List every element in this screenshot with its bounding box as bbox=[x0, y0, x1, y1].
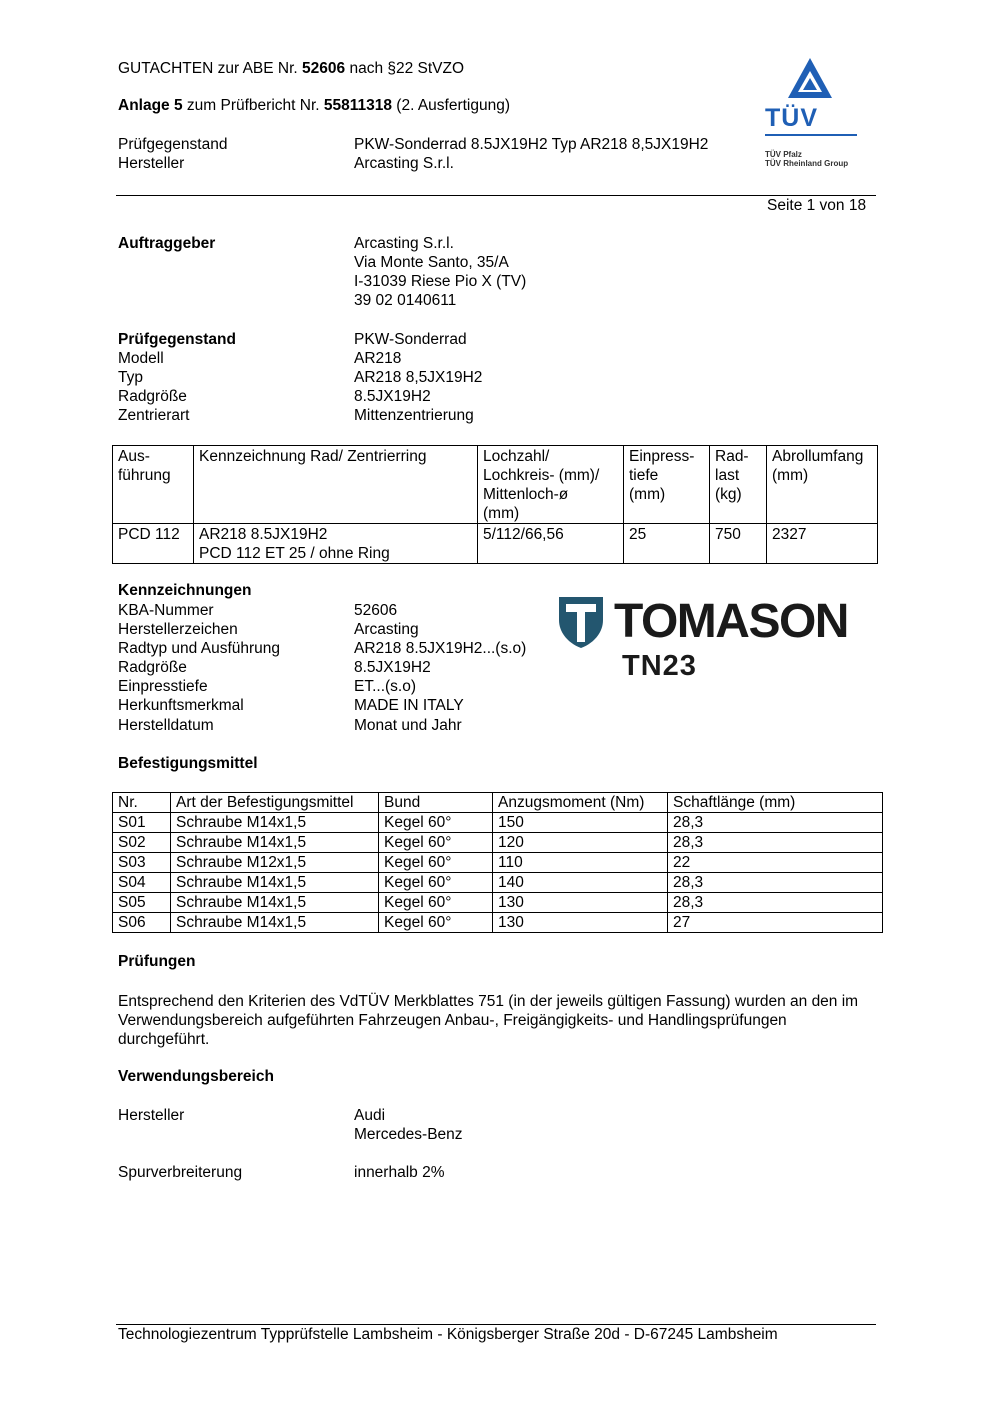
kenn-value: ET...(s.o) bbox=[354, 678, 417, 695]
report-title: GUTACHTEN zur ABE Nr. 52606 nach §22 StVZO bbox=[118, 60, 465, 77]
pruef-value: PKW-Sonderrad bbox=[354, 331, 467, 348]
kennzeichnungen-title: Kennzeichnungen bbox=[118, 582, 252, 599]
report-subtitle: Anlage 5 zum Prüfbericht Nr. 55811318 (2. Ausfertigung) bbox=[118, 97, 511, 114]
pruef-label: Radgröße bbox=[118, 388, 187, 405]
auftraggeber-line: 39 02 0140611 bbox=[354, 292, 457, 309]
table-cell: PCD 112 bbox=[113, 524, 194, 564]
kenn-label: Herkunftsmerkmal bbox=[118, 697, 244, 714]
table-cell: Schraube M14x1,5 bbox=[171, 873, 379, 893]
table-row bbox=[113, 853, 883, 873]
kenn-value: MADE IN ITALY bbox=[354, 697, 464, 714]
tuv-wordmark: TÜV bbox=[765, 104, 818, 132]
table-cell: Kegel 60° bbox=[379, 893, 493, 913]
kenn-value: Arcasting bbox=[354, 621, 419, 638]
table-header-cell: Aus- führung bbox=[113, 446, 194, 524]
pruef-value: 8.5JX19H2 bbox=[354, 388, 431, 405]
tomason-shield-icon bbox=[556, 594, 606, 650]
pruef-label: Zentrierart bbox=[118, 407, 190, 424]
verwendung-hersteller-value: Audi bbox=[354, 1107, 386, 1124]
befestigung-title: Befestigungsmittel bbox=[118, 755, 258, 772]
table-cell: 28,3 bbox=[668, 833, 883, 853]
table-cell: Schraube M14x1,5 bbox=[171, 833, 379, 853]
table-cell: Kegel 60° bbox=[379, 813, 493, 833]
kenn-label: Herstelldatum bbox=[118, 717, 214, 734]
table-row bbox=[113, 913, 883, 933]
table-header-cell: Bund bbox=[379, 793, 493, 813]
verwendung-title: Verwendungsbereich bbox=[118, 1068, 274, 1085]
table-header-cell: Art der Befestigungsmittel bbox=[171, 793, 379, 813]
table-header-cell: Rad- last (kg) bbox=[710, 446, 767, 524]
table-cell: 750 bbox=[710, 524, 767, 564]
page-number: Seite 1 von 18 bbox=[767, 197, 867, 214]
kenn-value: 52606 bbox=[354, 602, 398, 619]
footer-divider bbox=[116, 1324, 876, 1325]
table-cell: 150 bbox=[493, 813, 668, 833]
spurverbreiterung-label: Spurverbreiterung bbox=[118, 1164, 243, 1181]
table-cell: S01 bbox=[113, 813, 171, 833]
table-header-cell: Nr. bbox=[113, 793, 171, 813]
table-cell: 28,3 bbox=[668, 873, 883, 893]
pruefungen-text: Entsprechend den Kriterien des VdTÜV Merkblattes 751 (in der jeweils gültigen Fassung) wurden an den im Verwendungsbereich aufgeführten Fahrzeugen Anbau-, Freigängigkeits- und Handlingsprüfungen durchgeführt. bbox=[118, 993, 859, 1048]
auftraggeber-line: I-31039 Riese Pio X (TV) bbox=[354, 273, 527, 290]
table-cell: 130 bbox=[493, 893, 668, 913]
pruef-value: Mittenzentrierung bbox=[354, 407, 474, 424]
table-cell: S05 bbox=[113, 893, 171, 913]
table-cell: Schraube M14x1,5 bbox=[171, 913, 379, 933]
pruef-value: AR218 bbox=[354, 350, 402, 367]
auftraggeber-line: Via Monte Santo, 35/A bbox=[354, 254, 509, 271]
kenn-value: AR218 8.5JX19H2...(s.o) bbox=[354, 640, 527, 657]
footer-text: Technologiezentrum Typprüfstelle Lambsheim - Königsberger Straße 20d - D-67245 Lambsheim bbox=[118, 1326, 778, 1343]
table-header-cell: Lochzahl/ Lochkreis- (mm)/ Mittenloch-ø (mm) bbox=[478, 446, 624, 524]
header-pruefgegenstand-label: Prüfgegenstand bbox=[118, 136, 228, 153]
table-row bbox=[113, 813, 883, 833]
table-cell: 28,3 bbox=[668, 893, 883, 913]
table-cell: 110 bbox=[493, 853, 668, 873]
table-cell: 25 bbox=[624, 524, 710, 564]
table-cell: 28,3 bbox=[668, 813, 883, 833]
pruef-label: Modell bbox=[118, 350, 164, 367]
auftraggeber-label: Auftraggeber bbox=[118, 235, 216, 252]
fastener-table bbox=[112, 792, 883, 933]
table-cell: Schraube M14x1,5 bbox=[171, 893, 379, 913]
table-row bbox=[113, 833, 883, 853]
table-header-row bbox=[113, 446, 878, 524]
table-cell: Kegel 60° bbox=[379, 833, 493, 853]
table-cell: S06 bbox=[113, 913, 171, 933]
table-cell: 130 bbox=[493, 913, 668, 933]
table-header-cell: Kennzeichnung Rad/ Zentrierring bbox=[194, 446, 478, 524]
table-cell: 120 bbox=[493, 833, 668, 853]
tuv-line1: TÜV Pfalz bbox=[765, 150, 802, 159]
kenn-label: Radtyp und Ausführung bbox=[118, 640, 281, 657]
header-divider bbox=[116, 195, 876, 196]
verwendung-hersteller-value: Mercedes-Benz bbox=[354, 1126, 463, 1143]
table-row bbox=[113, 524, 878, 564]
kenn-label: KBA-Nummer bbox=[118, 602, 214, 619]
table-cell: Kegel 60° bbox=[379, 873, 493, 893]
table-row bbox=[113, 893, 883, 913]
tuv-line2: TÜV Rheinland Group bbox=[765, 159, 849, 168]
brand-model: TN23 bbox=[622, 650, 697, 682]
kenn-value: 8.5JX19H2 bbox=[354, 659, 431, 676]
table-cell: Kegel 60° bbox=[379, 853, 493, 873]
kenn-label: Radgröße bbox=[118, 659, 187, 676]
tomason-logo bbox=[556, 592, 880, 688]
spurverbreiterung-value: innerhalb 2% bbox=[354, 1164, 445, 1181]
kenn-label: Einpresstiefe bbox=[118, 678, 208, 695]
auftraggeber-line: Arcasting S.r.l. bbox=[354, 235, 454, 252]
table-cell: 27 bbox=[668, 913, 883, 933]
table-cell: 2327 bbox=[767, 524, 878, 564]
pruefungen-title: Prüfungen bbox=[118, 953, 196, 970]
tuv-logo bbox=[762, 56, 862, 176]
pruef-label: Typ bbox=[118, 369, 143, 386]
tuv-underline bbox=[765, 134, 857, 136]
table-cell: Kegel 60° bbox=[379, 913, 493, 933]
table-cell: AR218 8.5JX19H2 PCD 112 ET 25 / ohne Ring bbox=[194, 524, 478, 564]
table-cell: S03 bbox=[113, 853, 171, 873]
header-pruefgegenstand-value: PKW-Sonderrad 8.5JX19H2 Typ AR218 8,5JX19H2 bbox=[354, 136, 709, 153]
pruef-label: Prüfgegenstand bbox=[118, 331, 236, 348]
table-row bbox=[113, 873, 883, 893]
table-cell: 5/112/66,56 bbox=[478, 524, 624, 564]
kenn-label: Herstellerzeichen bbox=[118, 621, 238, 638]
table-cell: Schraube M14x1,5 bbox=[171, 813, 379, 833]
pruef-value: AR218 8,5JX19H2 bbox=[354, 369, 483, 386]
table-cell: 22 bbox=[668, 853, 883, 873]
wheel-table bbox=[112, 445, 878, 564]
verwendung-hersteller-label: Hersteller bbox=[118, 1107, 185, 1124]
table-header-cell: Abrollumfang (mm) bbox=[767, 446, 878, 524]
header-hersteller-label: Hersteller bbox=[118, 155, 185, 172]
table-cell: S04 bbox=[113, 873, 171, 893]
table-cell: 140 bbox=[493, 873, 668, 893]
brand-name: TOMASON bbox=[614, 595, 848, 648]
table-header-cell: Anzugsmoment (Nm) bbox=[493, 793, 668, 813]
table-cell: S02 bbox=[113, 833, 171, 853]
table-header-cell: Schaftlänge (mm) bbox=[668, 793, 883, 813]
table-cell: Schraube M12x1,5 bbox=[171, 853, 379, 873]
table-header-row bbox=[113, 793, 883, 813]
kenn-value: Monat und Jahr bbox=[354, 717, 462, 734]
header-hersteller-value: Arcasting S.r.l. bbox=[354, 155, 454, 172]
table-header-cell: Einpress- tiefe (mm) bbox=[624, 446, 710, 524]
